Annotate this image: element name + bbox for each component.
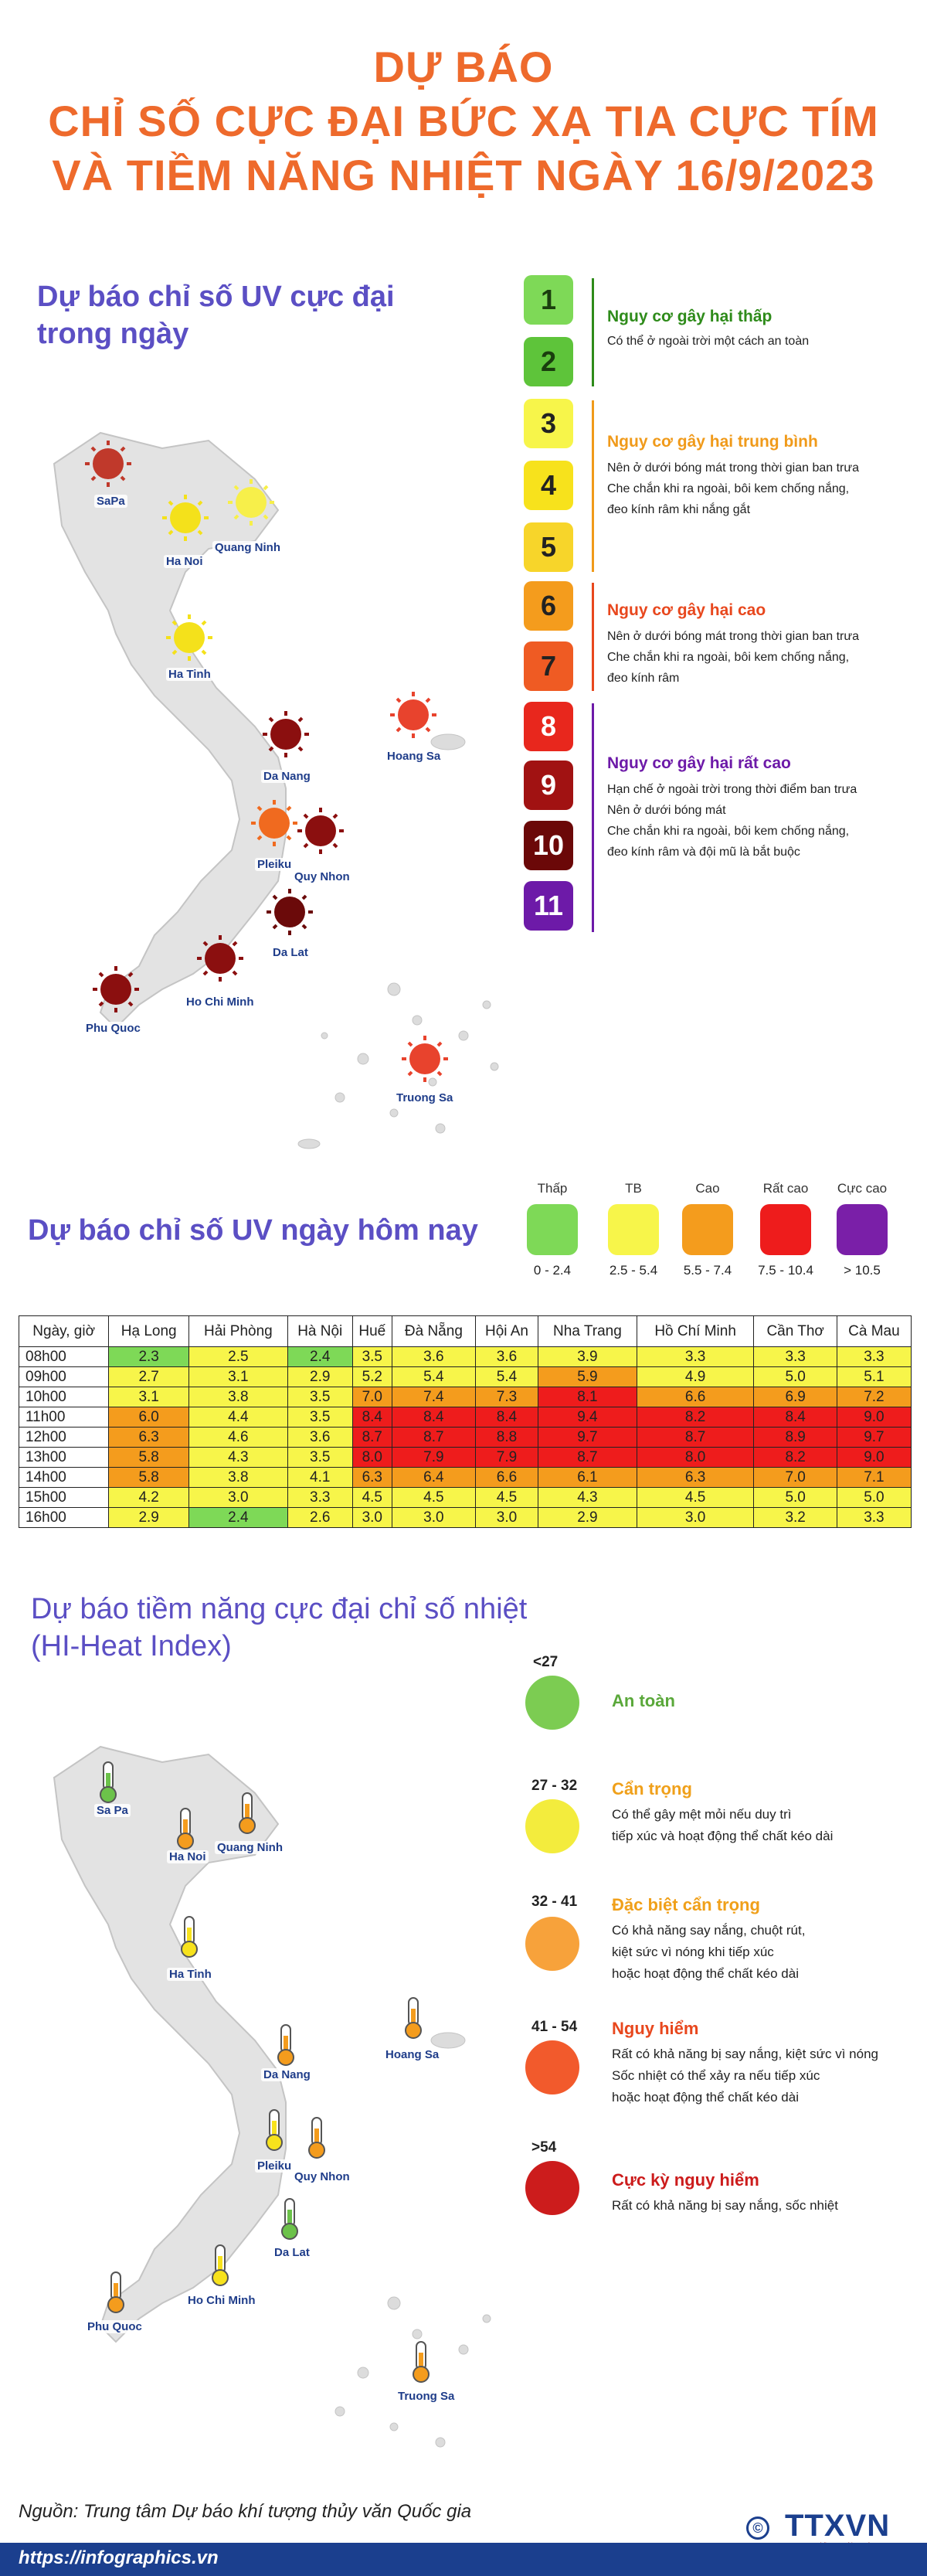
heat-label-ho-chi-minh: Ho Chi Minh xyxy=(185,2294,257,2307)
uv-table-time-cell: 16h00 xyxy=(19,1508,109,1528)
uv-table-value-cell: 2.7 xyxy=(109,1367,189,1387)
uv-table-value-cell: 8.4 xyxy=(352,1407,392,1428)
uv-table-value-cell: 2.4 xyxy=(287,1347,352,1367)
uv-table-value-cell: 3.6 xyxy=(392,1347,475,1367)
uv-level-8: 8 xyxy=(524,702,573,751)
uv-table-row xyxy=(19,1488,912,1508)
uv-table-value-cell: 3.3 xyxy=(637,1347,754,1367)
uv-table-value-cell: 3.0 xyxy=(392,1508,475,1528)
hi-title-extreme-caution: Đặc biệt cẩn trọng xyxy=(612,1895,760,1914)
uv-table-value-cell: 3.2 xyxy=(754,1508,837,1528)
uv-table-value-cell: 4.5 xyxy=(392,1488,475,1508)
thermometer-icon-ho-chi-minh xyxy=(212,2245,228,2285)
uv-table-header-row xyxy=(19,1316,912,1347)
logo-text: TTXVN xyxy=(785,2509,891,2543)
uv-table-value-cell: 3.0 xyxy=(637,1508,754,1528)
hi-desc-caution: Có thể gây mệt mỏi nếu duy trì tiếp xúc và hoạt động thể chất kéo dài xyxy=(612,1807,834,1843)
uv-table-value-cell: 8.7 xyxy=(352,1428,392,1448)
uv-table-value-cell: 3.3 xyxy=(837,1508,911,1528)
uv-table-row xyxy=(19,1387,912,1407)
uv-table-value-cell: 7.2 xyxy=(837,1387,911,1407)
thermometer-icon-phu-quoc xyxy=(108,2272,124,2312)
uv-group-very-high-title: Nguy cơ gây hại rất cao xyxy=(607,754,791,772)
thermometer-icon-da-lat xyxy=(282,2199,297,2239)
scale-low: Thấp 0 - 2.4 xyxy=(518,1181,587,1278)
uv-table-value-cell: 8.8 xyxy=(475,1428,538,1448)
heat-label-ha-tinh: Ha Tinh xyxy=(167,1968,214,1981)
uv-level-2: 2 xyxy=(524,337,573,386)
heat-label-quy-nhon: Quy Nhon xyxy=(292,2170,352,2183)
uv-table-value-cell: 8.9 xyxy=(754,1428,837,1448)
sun-icon-da-lat xyxy=(267,889,313,935)
uv-table-value-cell: 5.1 xyxy=(837,1367,911,1387)
uv-table-value-cell: 3.5 xyxy=(287,1448,352,1468)
uv-table-value-cell: 5.0 xyxy=(837,1488,911,1508)
uv-table-value-cell: 8.1 xyxy=(538,1387,637,1407)
hi-title-safe: An toàn xyxy=(612,1691,675,1710)
uv-table-row xyxy=(19,1508,912,1528)
uv-table-value-cell: 4.5 xyxy=(475,1488,538,1508)
uv-label-da-lat: Da Lat xyxy=(270,946,311,959)
uv-table-value-cell: 3.5 xyxy=(352,1347,392,1367)
uv-table-value-cell: 2.9 xyxy=(538,1508,637,1528)
uv-today-heading: Dự báo chỉ số UV ngày hôm nay xyxy=(28,1214,478,1247)
scale-very-high: Rất cao 7.5 - 10.4 xyxy=(758,1181,813,1278)
uv-table-time-cell: 10h00 xyxy=(19,1387,109,1407)
uv-label-sapa: SaPa xyxy=(94,495,127,508)
thermometer-icon-quang-ninh xyxy=(239,1793,255,1833)
uv-label-quang-ninh: Quang Ninh xyxy=(212,541,283,554)
thermometer-icon-truong-sa xyxy=(413,2342,429,2382)
uv-group-bracket-high xyxy=(592,583,594,691)
uv-table-value-cell: 7.9 xyxy=(475,1448,538,1468)
hi-title-caution: Cẩn trọng xyxy=(612,1779,692,1798)
uv-level-9: 9 xyxy=(524,761,573,810)
uv-table-header-cell: Cà Mau xyxy=(837,1316,911,1347)
uv-table-value-cell: 5.4 xyxy=(392,1367,475,1387)
uv-table-value-cell: 9.4 xyxy=(538,1407,637,1428)
heat-label-hoang-sa: Hoang Sa xyxy=(383,2048,441,2061)
uv-table-value-cell: 4.1 xyxy=(287,1468,352,1488)
uv-table-value-cell: 8.4 xyxy=(754,1407,837,1428)
uv-label-quy-nhon: Quy Nhon xyxy=(292,870,352,883)
scale-extreme-swatch xyxy=(837,1204,888,1255)
uv-table-value-cell: 8.0 xyxy=(637,1448,754,1468)
uv-table-value-cell: 8.2 xyxy=(637,1407,754,1428)
uv-level-1: 1 xyxy=(524,275,573,325)
uv-map-heading-line1: Dự báo chỉ số UV cực đại xyxy=(37,281,395,313)
heat-label-da-nang: Da Nang xyxy=(261,2068,313,2081)
uv-table-row xyxy=(19,1367,912,1387)
uv-table-row xyxy=(19,1428,912,1448)
copyright-icon: © xyxy=(746,2516,769,2540)
hi-dot-caution xyxy=(525,1799,579,1853)
heat-label-truong-sa: Truong Sa xyxy=(396,2390,457,2403)
uv-table-header-cell: Hà Nội xyxy=(287,1316,352,1347)
page-title xyxy=(0,40,927,202)
uv-label-ho-chi-minh: Ho Chi Minh xyxy=(184,995,256,1009)
uv-table-header-cell: Hạ Long xyxy=(109,1316,189,1347)
uv-table-value-cell: 3.0 xyxy=(352,1508,392,1528)
uv-table-value-cell: 7.4 xyxy=(392,1387,475,1407)
uv-table-value-cell: 4.9 xyxy=(637,1367,754,1387)
uv-table-value-cell: 6.6 xyxy=(475,1468,538,1488)
uv-table-value-cell: 2.5 xyxy=(189,1347,288,1367)
uv-map-heading-line2: trong ngày xyxy=(37,318,189,350)
uv-label-ha-tinh: Ha Tinh xyxy=(166,668,213,681)
uv-level-11: 11 xyxy=(524,881,573,931)
uv-table-value-cell: 5.0 xyxy=(754,1367,837,1387)
uv-table-value-cell: 4.5 xyxy=(352,1488,392,1508)
hi-range-extreme-caution: 32 - 41 xyxy=(531,1894,578,1910)
uv-group-very-high-desc: Hạn chế ở ngoài trời trong thời điểm ban trưa Nên ở dưới bóng mát Che chắn khi ra ngoài, bôi kem chống nắng, đeo kính râm và đội mũ là bắt buộc xyxy=(607,783,857,859)
uv-table-row xyxy=(19,1468,912,1488)
uv-table-header-cell: Hội An xyxy=(475,1316,538,1347)
heat-label-da-lat: Da Lat xyxy=(272,2246,312,2259)
footer-url-link[interactable]: https://infographics.vn xyxy=(19,2547,219,2568)
hi-dot-safe xyxy=(525,1676,579,1730)
sun-icon-hoang-sa xyxy=(390,692,436,738)
uv-table-time-cell: 14h00 xyxy=(19,1468,109,1488)
uv-table-value-cell: 8.2 xyxy=(754,1448,837,1468)
uv-table-header-cell: Ngày, giờ xyxy=(19,1316,109,1347)
uv-table-value-cell: 3.0 xyxy=(475,1508,538,1528)
uv-table-value-cell: 8.4 xyxy=(475,1407,538,1428)
heat-index-heading xyxy=(31,1591,527,1665)
uv-label-phu-quoc: Phu Quoc xyxy=(83,1022,143,1035)
hi-dot-extreme-danger xyxy=(525,2161,579,2215)
uv-table-value-cell: 4.4 xyxy=(189,1407,288,1428)
heat-label-sapa: Sa Pa xyxy=(94,1804,131,1817)
uv-table-value-cell: 4.5 xyxy=(637,1488,754,1508)
uv-table-header-cell: Nha Trang xyxy=(538,1316,637,1347)
uv-label-pleiku: Pleiku xyxy=(255,858,294,871)
thermometer-icon-da-nang xyxy=(278,2025,294,2065)
uv-group-medium-title: Nguy cơ gây hại trung bình xyxy=(607,433,818,451)
uv-level-7: 7 xyxy=(524,641,573,691)
uv-label-truong-sa: Truong Sa xyxy=(394,1091,455,1104)
title-line-1: DỰ BÁO xyxy=(373,43,554,91)
uv-level-10: 10 xyxy=(524,821,573,870)
sun-icon-da-nang xyxy=(263,711,309,757)
uv-table-value-cell: 4.3 xyxy=(189,1448,288,1468)
uv-table-value-cell: 3.5 xyxy=(287,1387,352,1407)
uv-table-header-cell: Hồ Chí Minh xyxy=(637,1316,754,1347)
hi-range-extreme-danger: >54 xyxy=(531,2139,557,2156)
uv-label-da-nang: Da Nang xyxy=(261,770,313,783)
uv-table-value-cell: 7.0 xyxy=(754,1468,837,1488)
uv-table-time-cell: 08h00 xyxy=(19,1347,109,1367)
uv-table-value-cell: 4.6 xyxy=(189,1428,288,1448)
uv-table-value-cell: 5.2 xyxy=(352,1367,392,1387)
hi-desc-danger: Rất có khả năng bị say nắng, kiệt sức vì nóng Sốc nhiệt có thể xảy ra nếu tiếp xúc hoặc hoạt động thể chất kéo dài xyxy=(612,2047,878,2105)
hi-dot-extreme-caution xyxy=(525,1917,579,1971)
uv-table-value-cell: 3.8 xyxy=(189,1468,288,1488)
uv-group-low-desc: Có thể ở ngoài trời một cách an toàn xyxy=(607,335,810,348)
uv-table-header-cell: Huế xyxy=(352,1316,392,1347)
uv-table-value-cell: 8.7 xyxy=(392,1428,475,1448)
uv-map-heading xyxy=(37,278,395,352)
uv-group-bracket-low xyxy=(592,278,594,386)
hi-title-danger: Nguy hiểm xyxy=(612,2019,699,2038)
uv-table-value-cell: 4.2 xyxy=(109,1488,189,1508)
uv-table-value-cell: 5.8 xyxy=(109,1448,189,1468)
uv-table-time-cell: 15h00 xyxy=(19,1488,109,1508)
uv-table-value-cell: 6.3 xyxy=(637,1468,754,1488)
uv-group-bracket-medium xyxy=(592,400,594,572)
uv-table-value-cell: 2.9 xyxy=(109,1508,189,1528)
uv-label-hoang-sa: Hoang Sa xyxy=(385,750,443,763)
uv-table-value-cell: 7.9 xyxy=(392,1448,475,1468)
uv-table-value-cell: 8.0 xyxy=(352,1448,392,1468)
uv-table-value-cell: 3.5 xyxy=(287,1407,352,1428)
uv-level-6: 6 xyxy=(524,581,573,631)
uv-table-value-cell: 3.6 xyxy=(287,1428,352,1448)
hi-title-extreme-danger: Cực kỳ nguy hiểm xyxy=(612,2170,759,2190)
uv-table-value-cell: 6.9 xyxy=(754,1387,837,1407)
uv-table-value-cell: 6.1 xyxy=(538,1468,637,1488)
heat-label-ha-noi: Ha Noi xyxy=(167,1850,209,1863)
uv-group-medium-desc: Nên ở dưới bóng mát trong thời gian ban trưa Che chắn khi ra ngoài, bôi kem chống nắng, đeo kính râm khi nắng gắt xyxy=(607,461,859,516)
uv-table-value-cell: 3.1 xyxy=(109,1387,189,1407)
thermometer-icon-pleiku xyxy=(267,2110,282,2150)
uv-table-value-cell: 3.8 xyxy=(189,1387,288,1407)
scale-low-swatch xyxy=(527,1204,578,1255)
uv-table-value-cell: 7.3 xyxy=(475,1387,538,1407)
uv-table-value-cell: 2.4 xyxy=(189,1508,288,1528)
uv-table-value-cell: 9.0 xyxy=(837,1448,911,1468)
uv-table-row xyxy=(19,1347,912,1367)
thermometer-icon-ha-noi xyxy=(178,1809,193,1849)
uv-table-value-cell: 3.1 xyxy=(189,1367,288,1387)
hi-desc-extreme-danger: Rất có khả năng bị say nắng, sốc nhiệt xyxy=(612,2198,838,2213)
uv-table-row xyxy=(19,1448,912,1468)
uv-table-value-cell: 8.7 xyxy=(538,1448,637,1468)
uv-table-value-cell: 2.6 xyxy=(287,1508,352,1528)
uv-table-value-cell: 9.7 xyxy=(837,1428,911,1448)
thermometer-icon-sapa xyxy=(100,1762,116,1802)
sun-icon-truong-sa xyxy=(402,1036,448,1082)
uv-table-value-cell: 8.7 xyxy=(637,1428,754,1448)
uv-level-5: 5 xyxy=(524,522,573,572)
uv-table-value-cell: 3.0 xyxy=(189,1488,288,1508)
uv-table-value-cell: 3.3 xyxy=(287,1488,352,1508)
uv-table-value-cell: 9.7 xyxy=(538,1428,637,1448)
scale-very-high-swatch xyxy=(760,1204,811,1255)
scale-high-swatch xyxy=(682,1204,733,1255)
uv-table-header-cell: Đà Nẵng xyxy=(392,1316,475,1347)
scale-extreme: Cực cao > 10.5 xyxy=(837,1181,888,1278)
uv-level-3: 3 xyxy=(524,399,573,448)
uv-group-low-title: Nguy cơ gây hại thấp xyxy=(607,308,772,325)
uv-forecast-table xyxy=(19,1315,912,1528)
scale-high: Cao 5.5 - 7.4 xyxy=(683,1181,732,1278)
uv-table-value-cell: 6.3 xyxy=(109,1428,189,1448)
uv-table-value-cell: 6.4 xyxy=(392,1468,475,1488)
hi-range-safe: <27 xyxy=(533,1654,559,1670)
uv-label-ha-noi: Ha Noi xyxy=(164,555,205,568)
uv-table-time-cell: 13h00 xyxy=(19,1448,109,1468)
uv-table-value-cell: 9.0 xyxy=(837,1407,911,1428)
uv-table-value-cell: 3.3 xyxy=(754,1347,837,1367)
uv-table-value-cell: 8.4 xyxy=(392,1407,475,1428)
uv-table-row xyxy=(19,1407,912,1428)
heat-label-quang-ninh: Quang Ninh xyxy=(215,1841,285,1854)
uv-table-value-cell: 6.6 xyxy=(637,1387,754,1407)
uv-table-value-cell: 5.0 xyxy=(754,1488,837,1508)
heat-map-mainland xyxy=(54,1747,286,2342)
heat-index-heading-line1: Dự báo tiềm năng cực đại chỉ số nhiệt xyxy=(31,1593,528,1625)
uv-table-value-cell: 3.9 xyxy=(538,1347,637,1367)
heat-label-pleiku: Pleiku xyxy=(255,2159,294,2173)
uv-table-value-cell: 6.0 xyxy=(109,1407,189,1428)
source-note: Nguồn: Trung tâm Dự báo khí tượng thủy văn Quốc gia xyxy=(19,2501,472,2522)
uv-table-time-cell: 09h00 xyxy=(19,1367,109,1387)
uv-group-bracket-very-high xyxy=(592,703,594,932)
uv-table-value-cell: 6.3 xyxy=(352,1468,392,1488)
uv-table-value-cell: 2.9 xyxy=(287,1367,352,1387)
uv-table-header-cell: Cần Thơ xyxy=(754,1316,837,1347)
uv-table-value-cell: 3.6 xyxy=(475,1347,538,1367)
uv-table-value-cell: 7.0 xyxy=(352,1387,392,1407)
uv-table-value-cell: 7.1 xyxy=(837,1468,911,1488)
sun-icon-quy-nhon xyxy=(297,808,344,854)
scale-medium-swatch xyxy=(608,1204,659,1255)
heat-label-phu-quoc: Phu Quoc xyxy=(85,2320,144,2333)
title-line-3: VÀ TIỀM NĂNG NHIỆT NGÀY 16/9/2023 xyxy=(52,151,875,199)
hi-range-danger: 41 - 54 xyxy=(531,2019,578,2035)
scale-medium: TB 2.5 - 5.4 xyxy=(609,1181,658,1278)
uv-table-header-cell: Hải Phòng xyxy=(189,1316,288,1347)
uv-table-time-cell: 11h00 xyxy=(19,1407,109,1428)
uv-table-time-cell: 12h00 xyxy=(19,1428,109,1448)
hi-range-caution: 27 - 32 xyxy=(531,1778,578,1794)
heat-index-heading-line2: (HI-Heat Index) xyxy=(31,1630,232,1662)
uv-table-value-cell: 2.3 xyxy=(109,1347,189,1367)
hi-dot-danger xyxy=(525,2040,579,2094)
hi-desc-extreme-caution: Có khả năng say nắng, chuột rút, kiệt sức vì nóng khi tiếp xúc hoặc hoạt động thể chất kéo dài xyxy=(612,1923,806,1981)
uv-table-value-cell: 5.9 xyxy=(538,1367,637,1387)
uv-group-high-title: Nguy cơ gây hại cao xyxy=(607,601,766,619)
uv-table-value-cell: 5.4 xyxy=(475,1367,538,1387)
uv-level-4: 4 xyxy=(524,461,573,510)
uv-table-value-cell: 5.8 xyxy=(109,1468,189,1488)
thermometer-icon-hoang-sa xyxy=(406,1998,421,2038)
uv-vietnam-map xyxy=(31,417,510,1190)
thermometer-icon-ha-tinh xyxy=(182,1917,197,1957)
uv-table-value-cell: 4.3 xyxy=(538,1488,637,1508)
uv-group-high-desc: Nên ở dưới bóng mát trong thời gian ban trưa Che chắn khi ra ngoài, bôi kem chống nắng, đeo kính râm xyxy=(607,630,859,685)
thermometer-icon-quy-nhon xyxy=(309,2118,324,2158)
title-line-2: CHỈ SỐ CỰC ĐẠI BỨC XẠ TIA CỰC TÍM xyxy=(48,97,879,145)
uv-table-value-cell: 3.3 xyxy=(837,1347,911,1367)
